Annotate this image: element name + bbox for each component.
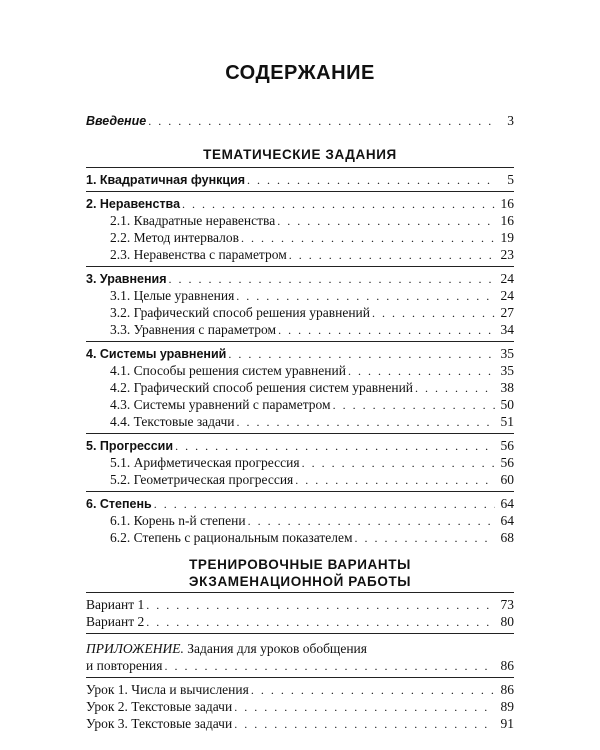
toc-entry-variant-1[interactable] [86,596,514,613]
toc-entry-3-2[interactable] [110,304,514,321]
entry-label: Урок 1. Числа и вычисления [86,682,249,697]
appendix-title [86,640,367,657]
dot-leader [236,288,495,305]
dot-leader [241,230,495,247]
divider [86,266,514,267]
divider [86,433,514,434]
entry-page: 50 [500,397,514,412]
divider [86,677,514,678]
dot-leader [165,658,496,675]
entry-label: 4.2. Графический способ решения систем уравнений [110,380,414,395]
dot-leader [295,472,495,489]
toc-entry-5-2[interactable] [110,471,514,488]
toc-entry-chapter-3[interactable] [86,270,514,287]
entry-label: и повторения [86,658,163,673]
entry-label: 4. Системы уравнений [86,347,227,361]
entry-label: 2. Неравенства [86,197,181,211]
entry-label: 6.2. Степень с рациональным показателем [110,530,353,545]
dot-leader [289,247,495,264]
dot-leader [348,363,495,380]
entry-label: 5.1. Арифметическая прогрессия [110,455,300,470]
toc-entry-4-4[interactable] [110,413,514,430]
entry-label: 2.3. Неравенства с параметром [110,247,287,262]
dot-leader [175,438,495,455]
entry-page: 68 [500,530,514,545]
dot-leader [355,530,495,547]
entry-label: 3.1. Целые уравнения [110,288,235,303]
toc-entry-chapter-2[interactable] [86,195,514,212]
dot-leader [234,716,495,733]
section-heading-thematic: ТЕМАТИЧЕСКИЕ ЗАДАНИЯ [203,147,397,162]
entry-page: 51 [500,414,514,429]
toc-entry-4-3[interactable] [110,396,514,413]
toc-entry-lesson-3[interactable] [86,715,514,732]
dot-leader [237,414,495,431]
dot-leader [146,614,495,631]
entry-page: 5 [507,172,514,187]
entry-label: 5.2. Геометрическая прогрессия [110,472,294,487]
entry-page: 24 [500,288,514,303]
dot-leader [251,682,495,699]
toc-entry-5-1[interactable] [110,454,514,471]
entry-page: 23 [500,247,514,262]
toc-entry-4-2[interactable] [110,379,514,396]
toc-entry-lesson-2[interactable] [86,698,514,715]
entry-page: 64 [500,496,514,511]
entry-label: 5. Прогрессии [86,439,174,453]
entry-label: Вариант 1 [86,597,145,612]
entry-page: 89 [500,699,514,714]
section-heading-training-2: ЭКЗАМЕНАЦИОННОЙ РАБОТЫ [188,574,412,589]
entry-label: 6. Степень [86,497,152,511]
dot-leader [333,397,495,414]
toc-entry-intro[interactable] [86,112,514,129]
toc-entry-2-1[interactable] [110,212,514,229]
dot-leader [146,597,495,614]
divider [86,191,514,192]
toc-entry-variant-2[interactable] [86,613,514,630]
toc-entry-2-3[interactable] [110,246,514,263]
dot-leader [182,196,495,213]
toc-entry-chapter-6[interactable] [86,495,514,512]
dot-leader [278,322,495,339]
entry-page: 86 [500,682,514,697]
entry-page: 86 [500,658,514,673]
toc-entry-appendix[interactable] [86,657,514,674]
entry-label: 3.3. Уравнения с параметром [110,322,277,337]
entry-page: 80 [500,614,514,629]
entry-label: 2.2. Метод интервалов [110,230,240,245]
entry-page: 34 [500,322,514,337]
toc-entry-chapter-5[interactable] [86,437,514,454]
toc-entry-3-1[interactable] [110,287,514,304]
divider [86,341,514,342]
entry-label: 3.2. Графический способ решения уравнений [110,305,370,320]
appendix-label-rest: Задания для уроков обобщения [183,641,367,656]
entry-label: Вариант 2 [86,614,145,629]
entry-page: 60 [500,472,514,487]
entry-page: 16 [500,213,514,228]
entry-label: Урок 3. Текстовые задачи [86,716,233,731]
dot-leader [234,699,495,716]
dot-leader [169,271,496,288]
dot-leader [148,113,495,130]
dot-leader [154,496,495,513]
entry-page: 24 [500,271,514,286]
entry-label: Урок 2. Текстовые задачи [86,699,233,714]
dot-leader [415,380,495,397]
toc-entry-chapter-4[interactable] [86,345,514,362]
page-title: СОДЕРЖАНИЕ [225,62,375,84]
appendix-label-italic: ПРИЛОЖЕНИЕ. [86,641,184,656]
dot-leader [277,213,495,230]
toc-entry-3-3[interactable] [110,321,514,338]
entry-page: 38 [500,380,514,395]
entry-page: 73 [500,597,514,612]
dot-leader [248,513,495,530]
dot-leader [228,346,495,363]
divider [86,633,514,634]
entry-page: 3 [507,113,514,128]
toc-entry-2-2[interactable] [110,229,514,246]
divider [86,491,514,492]
entry-page: 35 [500,346,514,361]
entry-page: 35 [500,363,514,378]
entry-label: 6.1. Корень n-й степени [110,513,246,528]
entry-label: 2.1. Квадратные неравенства [110,213,276,228]
entry-page: 19 [500,230,514,245]
entry-page: 56 [500,455,514,470]
toc-entry-lesson-1[interactable] [86,681,514,698]
entry-page: 91 [500,716,514,731]
toc-entry-6-2[interactable] [110,529,514,546]
dot-leader [302,455,495,472]
divider [86,167,514,168]
entry-page: 16 [500,196,514,211]
divider [86,592,514,593]
entry-label: 1. Квадратичная функция [86,173,246,187]
toc-entry-4-1[interactable] [110,362,514,379]
dot-leader [247,172,495,189]
entry-label: 3. Уравнения [86,272,167,286]
dot-leader [372,305,495,322]
entry-label: Введение [86,114,147,128]
entry-label: 4.3. Системы уравнений с параметром [110,397,331,412]
toc-entry-6-1[interactable] [110,512,514,529]
entry-label: 4.1. Способы решения систем уравнений [110,363,346,378]
entry-page: 64 [500,513,514,528]
toc-entry-chapter-1[interactable] [86,171,514,188]
entry-page: 27 [500,305,514,320]
entry-page: 56 [500,438,514,453]
entry-label: 4.4. Текстовые задачи [110,414,235,429]
section-heading-training-1: ТРЕНИРОВОЧНЫЕ ВАРИАНТЫ [189,557,411,572]
